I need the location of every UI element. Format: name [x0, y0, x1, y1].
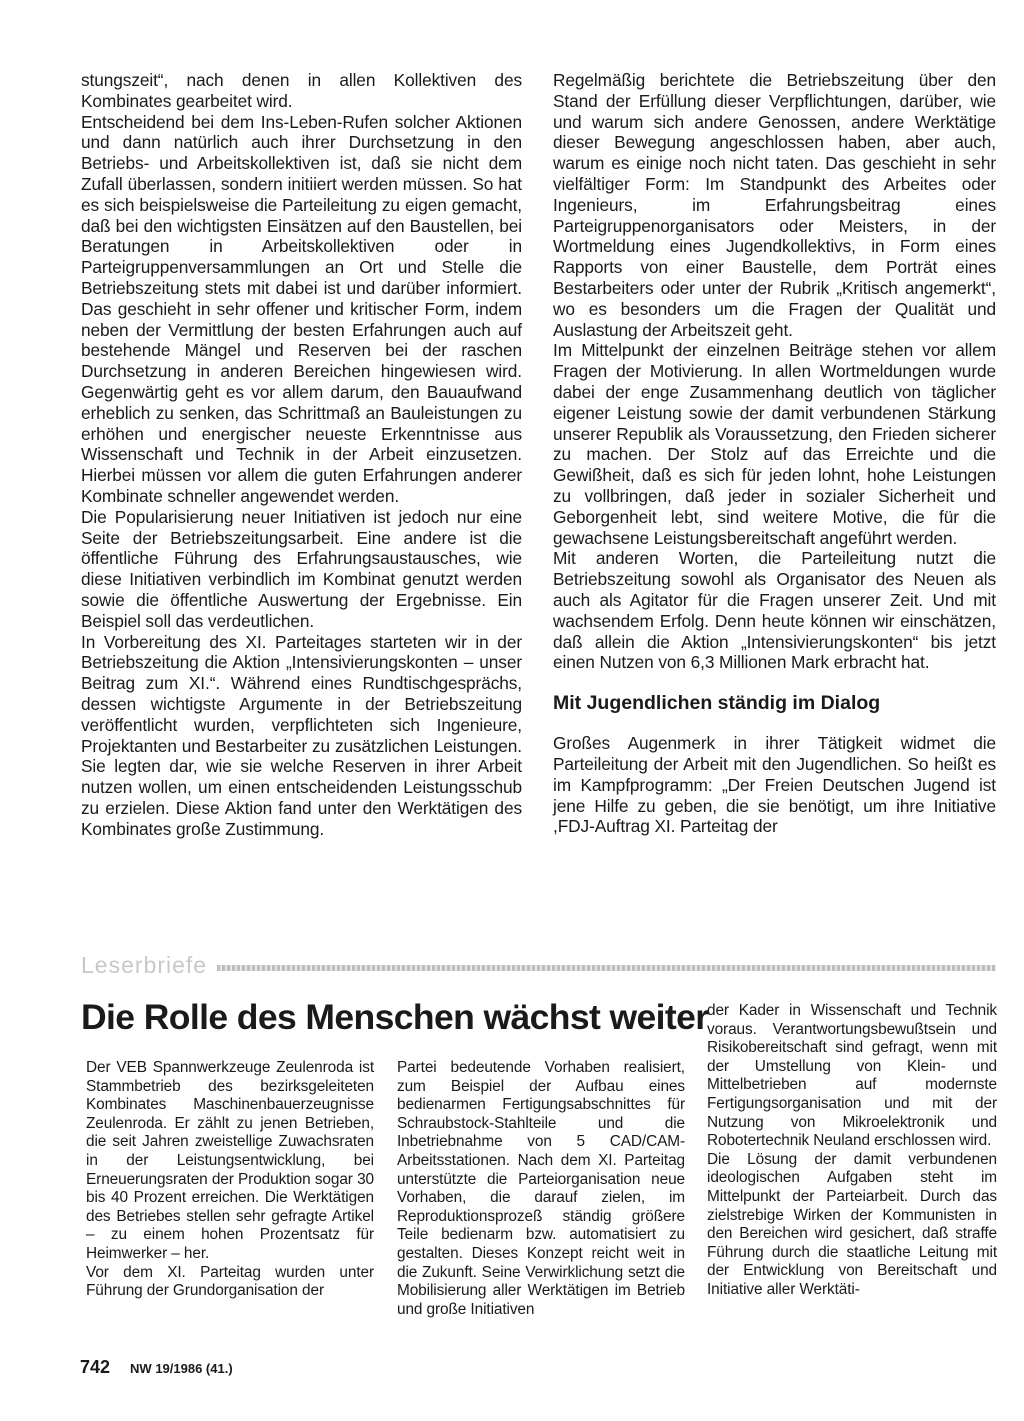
paragraph: Regelmäßig berichtete die Betriebszeitung über den Stand der Erfüllung dieser Verpflichtungen, darüber, wie und warum sich andere Genossen, andere Werktätige dieser Bewegung angeschlossen haben, aber auch, warum es einige noch nicht taten. Das geschieht in sehr vielfältiger Form: Im Standpunkt des Arbeites oder Ingenieurs, im Erfahrungsbeitrag eines Parteigruppenorganisators oder Meisters, in der Wortmeldung eines Jugendkollektivs, in Form eines Rapports von einer Baustelle, dem Porträt eines Bestarbeiters oder unter der Rubrik „Kritisch angemerkt“, wo es besonders um die Fragen der Qualität und Auslastung der Arbeitszeit geht. — [553, 70, 996, 340]
paragraph: der Kader in Wissenschaft und Technik voraus. Verantwortungsbewußtsein und Risikobereitschaft sind gefragt, wenn mit der Umstellung von Klein- und Mittelbetrieben auf modernste Fertigungsorganisation und mit der Nutzung von Mikroelektronik und Robotertechnik Neuland erschlossen wird. — [707, 1002, 997, 1150]
paragraph: Im Mittelpunkt der einzelnen Beiträge stehen vor allem Fragen der Motivierung. In allen Wortmeldungen wurde dabei der enge Zusammenhang deutlich von täglicher eigener Leistung sowie der damit verbundenen Stärkung unserer Republik als Voraussetzung, den Frieden sicherer zu machen. Der Stolz auf das Erreichte und die Gewißheit, daß es sich für jeden lohnt, hohe Leistungen zu vollbringen, daß jeder in sozialer Sicherheit und Geborgenheit lebt, sind weitere Motive, die für die gewachsene Leistungsbereitschaft angeführt werden. — [553, 340, 996, 548]
section-label: Leserbriefe — [81, 951, 208, 978]
letter-headline: Die Rolle des Menschen wächst weiter — [81, 997, 709, 1037]
page-number: 742 — [80, 1357, 111, 1377]
letter-column-3 — [707, 1002, 997, 1300]
paragraph: In Vorbereitung des XI. Parteitages starteten wir in der Betriebszeitung die Aktion „Intensivierungskonten – unser Beitrag zum XI.“. Während eines Rundtischgesprächs, dessen wichtigste Argumente in der Betriebszeitung veröffentlicht wurden, verpflichteten sich Ingenieure, Projektanten und Bestarbeiter zu zusätzlichen Leistungen. Sie legten dar, wie sie welche Reserven in ihrer Arbeit nutzen wollen, um einen entscheidenden Leistungsschub zu erzielen. Diese Aktion fand unter den Werktätigen des Kombinates große Zustimmung. — [81, 631, 522, 839]
paragraph: Mit anderen Worten, die Parteileitung nutzt die Betriebszeitung sowohl als Organisator des Neuen als auch als Agitator für die Fragen unserer Zeit. Und mit wachsendem Erfolg. Denn heute können wir einschätzen, daß allein die Aktion „Intensivierungskonten“ bis jetzt einen Nutzen von 6,3 Millionen Mark erbracht hat. — [553, 548, 996, 673]
article-column-2 — [553, 70, 996, 837]
letter-column-2 — [397, 1059, 685, 1319]
paragraph: Die Popularisierung neuer Initiativen ist jedoch nur eine Seite der Betriebszeitungsarbeit. Eine andere ist die öffentliche Führung des Erfahrungsaustausches, wie diese Initiativen verbindlich im Kombinat genutzt werden sowie die öffentliche Auswertung der Ergebnisse. Ein Beispiel soll das verdeutlichen. — [81, 506, 522, 631]
section-subheading: Mit Jugendlichen ständig im Dialog — [553, 692, 881, 715]
issue-reference: NW 19/1986 (41.) — [130, 1361, 233, 1376]
paragraph: Der VEB Spannwerkzeuge Zeulenroda ist Stammbetrieb des bezirksgeleiteten Kombinates Maschinenbauerzeugnisse Zeulenroda. Er zählt zu jenen Betrieben, die seit Jahren zweistellige Zuwachsraten in der Leistungsentwicklung, bei Erneuerungsraten der Produktion sogar 30 bis 40 Prozent erreichen. Die Werktätigen des Betriebes stellen sehr gefragte Artikel – zu einem hohen Prozentsatz für Heimwerker – her. — [86, 1059, 374, 1262]
paragraph: Großes Augenmerk in ihrer Tätigkeit widmet die Parteileitung der Arbeit mit den Jugendlichen. So heißt es im Kampfprogramm: „Der Freien Deutschen Jugend ist jene Hilfe zu geben, die sie benötigt, um ihre Initiative ,FDJ-Auftrag XI. Parteitag der — [553, 733, 996, 837]
article-column-1 — [81, 70, 522, 839]
divider-line — [217, 965, 996, 971]
letter-column-1 — [86, 1059, 374, 1301]
paragraph: Partei bedeutende Vorhaben realisiert, zum Beispiel der Aufbau eines bedienarmen Fertigungsabschnittes für Schraubstock-Stahlteile und die Inbetriebnahme von 5 CAD/CAM-Arbeitsstationen. Nach dem XI. Parteitag unterstützte die Parteiorganisation neue Vorhaben, die darauf zielen, im Reproduktionsprozeß ständig größere Teile bedienarm bzw. automatisiert zu gestalten. Dieses Konzept reicht weit in die Zukunft. Seine Verwirklichung setzt die Mobilisierung aller Werktätigen im Betrieb und große Initiativen — [397, 1059, 685, 1318]
paragraph: stungszeit“, nach denen in allen Kollektiven des Kombinates gearbeitet wird. — [81, 70, 522, 111]
paragraph: Entscheidend bei dem Ins-Leben-Rufen solcher Aktionen und dann natürlich auch ihrer Durchsetzung in den Betriebs- und Arbeitskollektiven ist, daß sie nicht dem Zufall überlassen, sondern initiiert werden müssen. So hat es sich beispielsweise die Parteileitung zu eigen gemacht, daß bei den wichtigsten Einsätzen auf den Baustellen, bei Beratungen in Arbeitskollektiven oder in Parteigruppenversammlungen an Ort und Stelle die Betriebszeitung stets mit dabei ist und darüber informiert. Das geschieht in sehr offener und kritischer Form, indem neben der Vermittlung der besten Erfahrungen auch auf bestehende Mängel und Reserven bei der raschen Durchsetzung in anderen Bereichen hingewiesen wird. Gegenwärtig geht es vor allem darum, den Bauaufwand erheblich zu senken, das Schrittmaß an Bauleistungen zu erhöhen und energischer neueste Erkenntnisse aus Wissenschaft und Technik in der Arbeit einzusetzen. Hierbei müssen vor allem die guten Erfahrungen anderer Kombinate schneller angewendet werden. — [81, 111, 522, 506]
page-footer — [80, 1357, 233, 1378]
paragraph: Die Lösung der damit verbundenen ideologischen Aufgaben steht im Mittelpunkt der Parteiarbeit. Durch das zielstrebige Wirken der Kommunisten in den Bereichen wird gesichert, daß straffe Führung durch die staatliche Leitung mit der Entwicklung von Bereitschaft und Initiative aller Werktäti- — [707, 1150, 997, 1298]
section-divider — [81, 951, 996, 979]
paragraph: Vor dem XI. Parteitag wurden unter Führung der Grundorganisation der — [86, 1263, 374, 1300]
